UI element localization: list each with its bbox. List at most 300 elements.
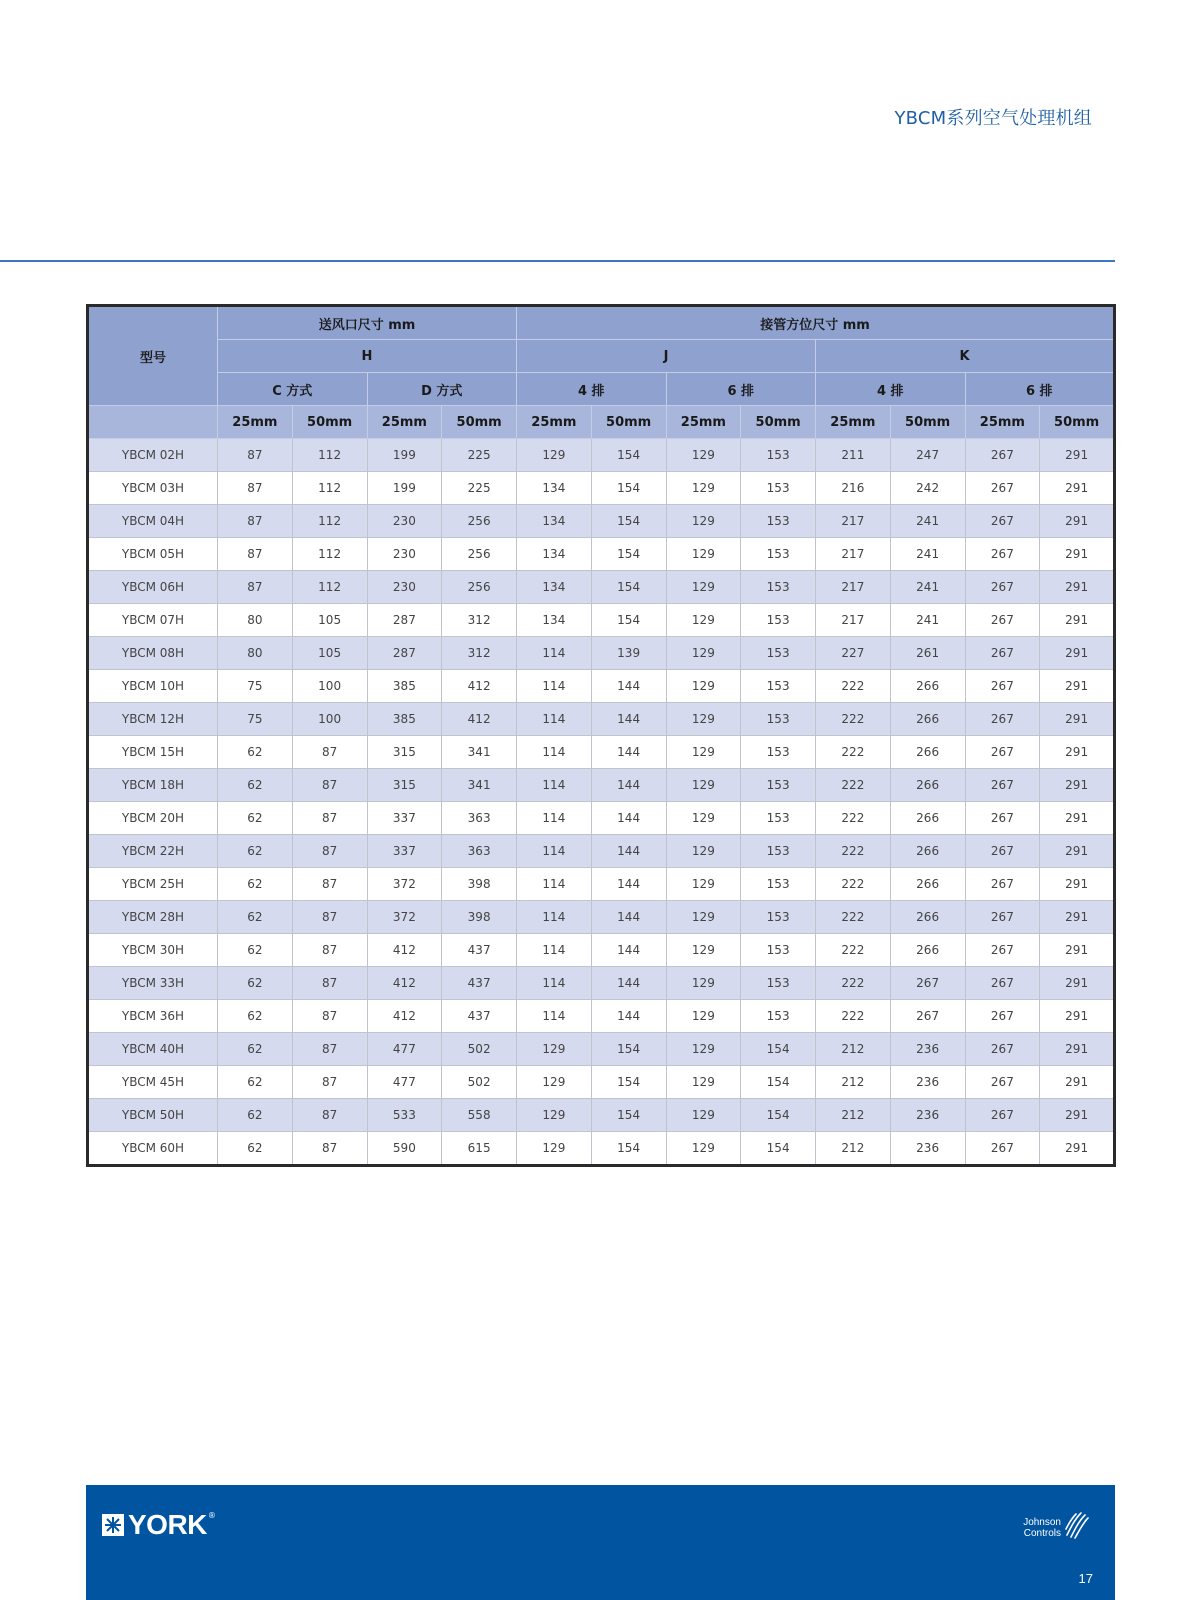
- value-cell: 267: [965, 472, 1040, 505]
- value-cell: 412: [442, 670, 517, 703]
- value-cell: 153: [741, 868, 816, 901]
- value-cell: 144: [591, 967, 666, 1000]
- table-row: [88, 868, 1115, 901]
- value-cell: 287: [367, 604, 442, 637]
- dimension-header-h: H: [218, 340, 517, 373]
- value-cell: 222: [816, 703, 891, 736]
- value-cell: 62: [218, 967, 293, 1000]
- value-cell: 267: [965, 901, 1040, 934]
- value-cell: 291: [1040, 835, 1115, 868]
- value-cell: 105: [292, 604, 367, 637]
- table-row: [88, 769, 1115, 802]
- value-cell: 291: [1040, 670, 1115, 703]
- value-cell: 291: [1040, 868, 1115, 901]
- value-cell: 266: [890, 868, 965, 901]
- value-cell: 341: [442, 736, 517, 769]
- value-cell: 114: [517, 736, 592, 769]
- value-cell: 212: [816, 1099, 891, 1132]
- value-cell: 222: [816, 1000, 891, 1033]
- model-cell: YBCM 03H: [88, 472, 218, 505]
- table-row: [88, 1033, 1115, 1066]
- value-cell: 502: [442, 1033, 517, 1066]
- table-row: [88, 604, 1115, 637]
- value-cell: 144: [591, 802, 666, 835]
- value-cell: 153: [741, 967, 816, 1000]
- value-cell: 153: [741, 571, 816, 604]
- value-cell: 112: [292, 472, 367, 505]
- value-cell: 256: [442, 571, 517, 604]
- value-cell: 236: [890, 1132, 965, 1166]
- value-cell: 267: [965, 604, 1040, 637]
- york-snowflake-icon: [102, 1514, 124, 1536]
- value-cell: 372: [367, 901, 442, 934]
- value-cell: 291: [1040, 901, 1115, 934]
- value-cell: 114: [517, 637, 592, 670]
- table-row: [88, 1132, 1115, 1166]
- value-cell: 312: [442, 637, 517, 670]
- value-cell: 222: [816, 802, 891, 835]
- value-cell: 62: [218, 1033, 293, 1066]
- value-cell: 363: [442, 802, 517, 835]
- unit-header: 50mm: [442, 406, 517, 439]
- value-cell: 267: [965, 934, 1040, 967]
- value-cell: 112: [292, 538, 367, 571]
- table-row: [88, 901, 1115, 934]
- unit-header: 50mm: [890, 406, 965, 439]
- model-cell: YBCM 45H: [88, 1066, 218, 1099]
- value-cell: 267: [965, 1000, 1040, 1033]
- value-cell: 227: [816, 637, 891, 670]
- value-cell: 154: [591, 604, 666, 637]
- table-row: [88, 670, 1115, 703]
- value-cell: 291: [1040, 1132, 1115, 1166]
- value-cell: 153: [741, 703, 816, 736]
- value-cell: 153: [741, 934, 816, 967]
- unit-header: 50mm: [292, 406, 367, 439]
- value-cell: 385: [367, 703, 442, 736]
- value-cell: 144: [591, 769, 666, 802]
- value-cell: 241: [890, 604, 965, 637]
- model-cell: YBCM 12H: [88, 703, 218, 736]
- value-cell: 112: [292, 439, 367, 472]
- table-row: [88, 736, 1115, 769]
- york-logo: [102, 1511, 216, 1539]
- unit-header-row: [88, 406, 1115, 439]
- value-cell: 261: [890, 637, 965, 670]
- sub-header-c-mode: C 方式: [218, 373, 368, 406]
- table-row: [88, 505, 1115, 538]
- value-cell: 87: [292, 901, 367, 934]
- value-cell: 87: [292, 1033, 367, 1066]
- value-cell: 412: [367, 967, 442, 1000]
- value-cell: 153: [741, 835, 816, 868]
- value-cell: 112: [292, 571, 367, 604]
- value-cell: 437: [442, 1000, 517, 1033]
- value-cell: 212: [816, 1132, 891, 1166]
- value-cell: 154: [591, 505, 666, 538]
- value-cell: 129: [666, 736, 741, 769]
- model-cell: YBCM 36H: [88, 1000, 218, 1033]
- value-cell: 129: [666, 868, 741, 901]
- value-cell: 267: [965, 505, 1040, 538]
- value-cell: 62: [218, 835, 293, 868]
- sub-header-k-6row: 6 排: [965, 373, 1115, 406]
- model-cell: YBCM 18H: [88, 769, 218, 802]
- table-row: [88, 439, 1115, 472]
- value-cell: 256: [442, 538, 517, 571]
- value-cell: 154: [741, 1033, 816, 1066]
- value-cell: 87: [292, 967, 367, 1000]
- value-cell: 87: [292, 1000, 367, 1033]
- value-cell: 129: [666, 439, 741, 472]
- value-cell: 154: [591, 571, 666, 604]
- unit-header: 50mm: [1040, 406, 1115, 439]
- johnson-controls-logo: [1023, 1511, 1089, 1539]
- unit-header: 25mm: [367, 406, 442, 439]
- value-cell: 153: [741, 901, 816, 934]
- unit-header: 25mm: [218, 406, 293, 439]
- value-cell: 144: [591, 835, 666, 868]
- value-cell: 477: [367, 1066, 442, 1099]
- value-cell: 222: [816, 868, 891, 901]
- value-cell: 129: [666, 1000, 741, 1033]
- value-cell: 114: [517, 703, 592, 736]
- value-cell: 211: [816, 439, 891, 472]
- value-cell: 153: [741, 736, 816, 769]
- unit-header: 25mm: [816, 406, 891, 439]
- value-cell: 267: [965, 1033, 1040, 1066]
- value-cell: 129: [666, 1132, 741, 1166]
- value-cell: 241: [890, 505, 965, 538]
- value-cell: 144: [591, 1000, 666, 1033]
- value-cell: 144: [591, 901, 666, 934]
- value-cell: 267: [965, 802, 1040, 835]
- value-cell: 437: [442, 967, 517, 1000]
- value-cell: 154: [591, 538, 666, 571]
- value-cell: 199: [367, 472, 442, 505]
- table-row: [88, 1066, 1115, 1099]
- value-cell: 134: [517, 538, 592, 571]
- value-cell: 242: [890, 472, 965, 505]
- value-cell: 129: [666, 637, 741, 670]
- value-cell: 114: [517, 769, 592, 802]
- value-cell: 291: [1040, 637, 1115, 670]
- value-cell: 62: [218, 769, 293, 802]
- value-cell: 129: [666, 802, 741, 835]
- value-cell: 267: [965, 703, 1040, 736]
- value-cell: 87: [292, 736, 367, 769]
- value-cell: 129: [666, 571, 741, 604]
- value-cell: 154: [741, 1099, 816, 1132]
- value-cell: 87: [292, 1099, 367, 1132]
- table-row: [88, 472, 1115, 505]
- value-cell: 129: [517, 1132, 592, 1166]
- unit-header: 50mm: [741, 406, 816, 439]
- value-cell: 267: [965, 868, 1040, 901]
- model-cell: YBCM 04H: [88, 505, 218, 538]
- value-cell: 114: [517, 802, 592, 835]
- value-cell: 558: [442, 1099, 517, 1132]
- value-cell: 62: [218, 736, 293, 769]
- value-cell: 267: [965, 1132, 1040, 1166]
- model-header: 型号: [88, 306, 218, 406]
- value-cell: 80: [218, 604, 293, 637]
- value-cell: 114: [517, 835, 592, 868]
- value-cell: 87: [292, 1132, 367, 1166]
- value-cell: 291: [1040, 505, 1115, 538]
- value-cell: 291: [1040, 736, 1115, 769]
- table-row: [88, 1099, 1115, 1132]
- value-cell: 315: [367, 769, 442, 802]
- model-cell: YBCM 08H: [88, 637, 218, 670]
- value-cell: 533: [367, 1099, 442, 1132]
- model-cell: YBCM 20H: [88, 802, 218, 835]
- value-cell: 291: [1040, 538, 1115, 571]
- value-cell: 62: [218, 802, 293, 835]
- value-cell: 100: [292, 703, 367, 736]
- value-cell: 129: [517, 439, 592, 472]
- model-cell: YBCM 15H: [88, 736, 218, 769]
- value-cell: 230: [367, 571, 442, 604]
- value-cell: 87: [292, 802, 367, 835]
- value-cell: 129: [666, 538, 741, 571]
- series-title: YBCM系列空气处理机组: [894, 108, 1092, 129]
- value-cell: 266: [890, 934, 965, 967]
- value-cell: 62: [218, 1066, 293, 1099]
- value-cell: 291: [1040, 571, 1115, 604]
- table-body: [88, 439, 1115, 1166]
- value-cell: 62: [218, 901, 293, 934]
- value-cell: 212: [816, 1066, 891, 1099]
- value-cell: 477: [367, 1033, 442, 1066]
- value-cell: 154: [591, 1132, 666, 1166]
- value-cell: 225: [442, 472, 517, 505]
- value-cell: 153: [741, 505, 816, 538]
- table-row: [88, 835, 1115, 868]
- value-cell: 129: [666, 505, 741, 538]
- value-cell: 291: [1040, 703, 1115, 736]
- value-cell: 134: [517, 472, 592, 505]
- value-cell: 337: [367, 802, 442, 835]
- value-cell: 153: [741, 604, 816, 637]
- value-cell: 266: [890, 769, 965, 802]
- value-cell: 412: [367, 1000, 442, 1033]
- value-cell: 217: [816, 604, 891, 637]
- model-cell: YBCM 50H: [88, 1099, 218, 1132]
- jc-line-1: Johnson: [1023, 1517, 1061, 1528]
- value-cell: 114: [517, 967, 592, 1000]
- dimension-header-k: K: [816, 340, 1115, 373]
- unit-header-blank: [88, 406, 218, 439]
- header-rule: [0, 260, 1115, 262]
- value-cell: 291: [1040, 472, 1115, 505]
- sub-header-j-6row: 6 排: [666, 373, 816, 406]
- value-cell: 291: [1040, 1033, 1115, 1066]
- value-cell: 153: [741, 439, 816, 472]
- table-row: [88, 802, 1115, 835]
- value-cell: 230: [367, 538, 442, 571]
- value-cell: 212: [816, 1033, 891, 1066]
- value-cell: 266: [890, 835, 965, 868]
- value-cell: 398: [442, 901, 517, 934]
- value-cell: 267: [965, 967, 1040, 1000]
- model-cell: YBCM 25H: [88, 868, 218, 901]
- value-cell: 267: [965, 670, 1040, 703]
- value-cell: 87: [218, 571, 293, 604]
- value-cell: 114: [517, 901, 592, 934]
- value-cell: 312: [442, 604, 517, 637]
- value-cell: 129: [666, 1033, 741, 1066]
- value-cell: 615: [442, 1132, 517, 1166]
- value-cell: 267: [965, 637, 1040, 670]
- value-cell: 75: [218, 670, 293, 703]
- model-cell: YBCM 22H: [88, 835, 218, 868]
- value-cell: 153: [741, 538, 816, 571]
- value-cell: 62: [218, 934, 293, 967]
- value-cell: 62: [218, 868, 293, 901]
- value-cell: 153: [741, 802, 816, 835]
- value-cell: 241: [890, 538, 965, 571]
- value-cell: 267: [965, 439, 1040, 472]
- value-cell: 247: [890, 439, 965, 472]
- jc-line-2: Controls: [1023, 1528, 1061, 1539]
- value-cell: 153: [741, 472, 816, 505]
- value-cell: 222: [816, 670, 891, 703]
- value-cell: 502: [442, 1066, 517, 1099]
- value-cell: 129: [666, 1099, 741, 1132]
- value-cell: 80: [218, 637, 293, 670]
- value-cell: 129: [517, 1066, 592, 1099]
- sub-header-d-mode: D 方式: [367, 373, 517, 406]
- value-cell: 129: [666, 670, 741, 703]
- value-cell: 267: [965, 538, 1040, 571]
- value-cell: 267: [965, 835, 1040, 868]
- unit-header: 25mm: [965, 406, 1040, 439]
- johnson-controls-globe-icon: [1063, 1511, 1089, 1539]
- unit-header: 25mm: [517, 406, 592, 439]
- value-cell: 266: [890, 736, 965, 769]
- value-cell: 267: [965, 1099, 1040, 1132]
- value-cell: 144: [591, 868, 666, 901]
- value-cell: 154: [591, 472, 666, 505]
- value-cell: 222: [816, 835, 891, 868]
- sub-header-j-4row: 4 排: [517, 373, 667, 406]
- value-cell: 412: [367, 934, 442, 967]
- model-cell: YBCM 33H: [88, 967, 218, 1000]
- value-cell: 256: [442, 505, 517, 538]
- dimension-table: [86, 304, 1116, 1167]
- footer-bar: [86, 1485, 1115, 1600]
- value-cell: 266: [890, 670, 965, 703]
- model-cell: YBCM 07H: [88, 604, 218, 637]
- model-cell: YBCM 28H: [88, 901, 218, 934]
- value-cell: 222: [816, 967, 891, 1000]
- value-cell: 87: [218, 538, 293, 571]
- value-cell: 105: [292, 637, 367, 670]
- value-cell: 100: [292, 670, 367, 703]
- value-cell: 291: [1040, 1066, 1115, 1099]
- york-registered-mark: ®: [207, 1511, 216, 1520]
- value-cell: 62: [218, 1000, 293, 1033]
- value-cell: 129: [666, 967, 741, 1000]
- value-cell: 341: [442, 769, 517, 802]
- value-cell: 87: [292, 1066, 367, 1099]
- value-cell: 62: [218, 1132, 293, 1166]
- value-cell: 129: [666, 769, 741, 802]
- value-cell: 222: [816, 769, 891, 802]
- value-cell: 337: [367, 835, 442, 868]
- unit-header: 25mm: [666, 406, 741, 439]
- value-cell: 291: [1040, 934, 1115, 967]
- york-wordmark: YORK: [128, 1509, 207, 1540]
- value-cell: 144: [591, 934, 666, 967]
- group-header-outlet: 送风口尺寸 mm: [218, 306, 517, 340]
- value-cell: 590: [367, 1132, 442, 1166]
- model-cell: YBCM 30H: [88, 934, 218, 967]
- table-row: [88, 703, 1115, 736]
- unit-header: 50mm: [591, 406, 666, 439]
- value-cell: 62: [218, 1099, 293, 1132]
- value-cell: 236: [890, 1066, 965, 1099]
- value-cell: 154: [591, 1033, 666, 1066]
- value-cell: 315: [367, 736, 442, 769]
- value-cell: 363: [442, 835, 517, 868]
- table-row: [88, 571, 1115, 604]
- value-cell: 236: [890, 1033, 965, 1066]
- value-cell: 291: [1040, 1000, 1115, 1033]
- value-cell: 154: [591, 1099, 666, 1132]
- value-cell: 241: [890, 571, 965, 604]
- value-cell: 267: [890, 1000, 965, 1033]
- value-cell: 291: [1040, 802, 1115, 835]
- value-cell: 291: [1040, 967, 1115, 1000]
- johnson-controls-wordmark: [1023, 1517, 1061, 1539]
- value-cell: 267: [965, 736, 1040, 769]
- value-cell: 129: [666, 472, 741, 505]
- value-cell: 153: [741, 769, 816, 802]
- value-cell: 217: [816, 571, 891, 604]
- value-cell: 154: [591, 439, 666, 472]
- value-cell: 291: [1040, 439, 1115, 472]
- value-cell: 291: [1040, 604, 1115, 637]
- value-cell: 87: [218, 472, 293, 505]
- value-cell: 129: [666, 703, 741, 736]
- value-cell: 287: [367, 637, 442, 670]
- value-cell: 75: [218, 703, 293, 736]
- value-cell: 267: [965, 571, 1040, 604]
- table-row: [88, 934, 1115, 967]
- value-cell: 266: [890, 802, 965, 835]
- value-cell: 398: [442, 868, 517, 901]
- value-cell: 129: [517, 1033, 592, 1066]
- table-row: [88, 1000, 1115, 1033]
- model-cell: YBCM 02H: [88, 439, 218, 472]
- value-cell: 385: [367, 670, 442, 703]
- value-cell: 112: [292, 505, 367, 538]
- value-cell: 225: [442, 439, 517, 472]
- value-cell: 216: [816, 472, 891, 505]
- value-cell: 230: [367, 505, 442, 538]
- value-cell: 144: [591, 736, 666, 769]
- value-cell: 129: [666, 835, 741, 868]
- page-number: 17: [1078, 1571, 1093, 1586]
- value-cell: 153: [741, 670, 816, 703]
- group-header-piping: 接管方位尺寸 mm: [517, 306, 1115, 340]
- dimension-header-j: J: [517, 340, 816, 373]
- value-cell: 114: [517, 670, 592, 703]
- value-cell: 236: [890, 1099, 965, 1132]
- value-cell: 372: [367, 868, 442, 901]
